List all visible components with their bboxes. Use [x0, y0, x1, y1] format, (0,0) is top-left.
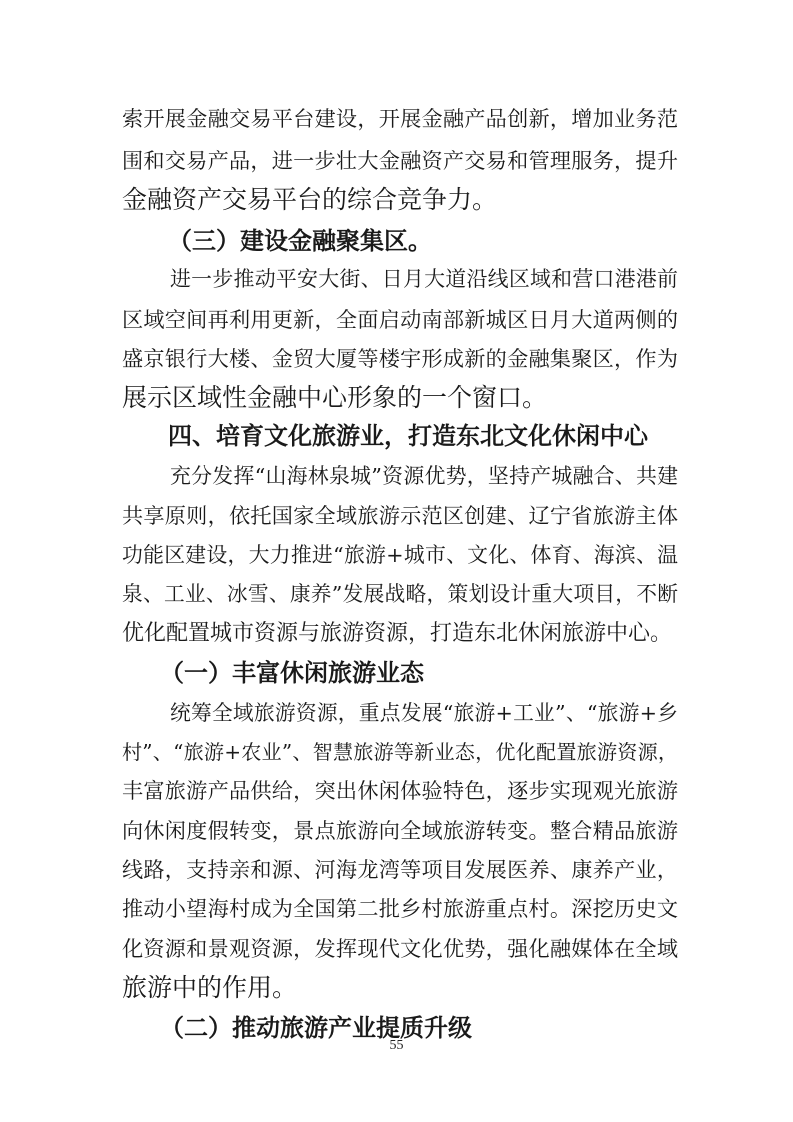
section-heading: （二）推动旅游产业提质升级	[160, 1014, 472, 1042]
paragraph-line: 盛京银行大楼、金贸大厦等楼宇形成新的金融集聚区，作为	[122, 346, 678, 371]
paragraph-line: 统筹全域旅游资源，重点发展“旅游+工业”、“旅游+乡	[170, 701, 678, 725]
page-number: 55	[389, 1038, 404, 1053]
section-heading: （一）丰富休闲旅游业态	[160, 659, 424, 687]
paragraph-line: 化资源和景观资源，发挥现代文化优势，强化融媒体在全域	[122, 936, 678, 961]
paragraph-line: 展示区域性金融中心形象的一个窗口。	[122, 383, 548, 412]
paragraph-line: 功能区建设，大力推进“旅游+城市、文化、体育、海滨、温	[122, 543, 678, 567]
paragraph-line: 向休闲度假转变，景点旅游向全域旅游转变。整合精品旅游	[122, 818, 678, 843]
chapter-heading: 四、培育文化旅游业，打造东北文化休闲中心	[168, 422, 648, 450]
paragraph-line: 泉、工业、冰雪、康养”发展战略，策划设计重大项目，不断	[122, 582, 678, 606]
paragraph-line: 旅游中的作用。	[122, 973, 298, 1002]
paragraph-line: 围和交易产品，进一步壮大金融资产交易和管理服务，提升	[122, 148, 678, 173]
paragraph-line: 推动小望海村成为全国第二批乡村旅游重点村。深挖历史文	[122, 896, 678, 921]
paragraph-line: 共享原则，依托国家全域旅游示范区创建、辽宁省旅游主体	[122, 503, 678, 528]
paragraph-line: 索开展金融交易平台建设，开展金融产品创新，增加业务范	[122, 106, 678, 131]
paragraph-line: 丰富旅游产品供给，突出休闲体验特色，逐步实现观光旅游	[122, 778, 678, 803]
paragraph-line: 村”、“旅游+农业”、智慧旅游等新业态，优化配置旅游资源，	[122, 740, 678, 764]
paragraph-line: 进一步推动平安大街、日月大道沿线区域和营口港港前	[170, 267, 678, 291]
paragraph-line: 区域空间再利用更新，全面启动南部新城区日月大道两侧的	[122, 307, 678, 332]
paragraph-line: 金融资产交易平台的综合竞争力。	[122, 185, 498, 214]
paragraph-line: 线路，支持亲和源、河海龙湾等项目发展医养、康养产业，	[122, 857, 678, 882]
paragraph-line: 充分发挥“山海林泉城”资源优势，坚持产城融合、共建	[170, 464, 678, 488]
paragraph-line: 优化配置城市资源与旅游资源，打造东北休闲旅游中心。	[122, 621, 673, 646]
section-heading: （三）建设金融聚集区。	[168, 227, 432, 255]
